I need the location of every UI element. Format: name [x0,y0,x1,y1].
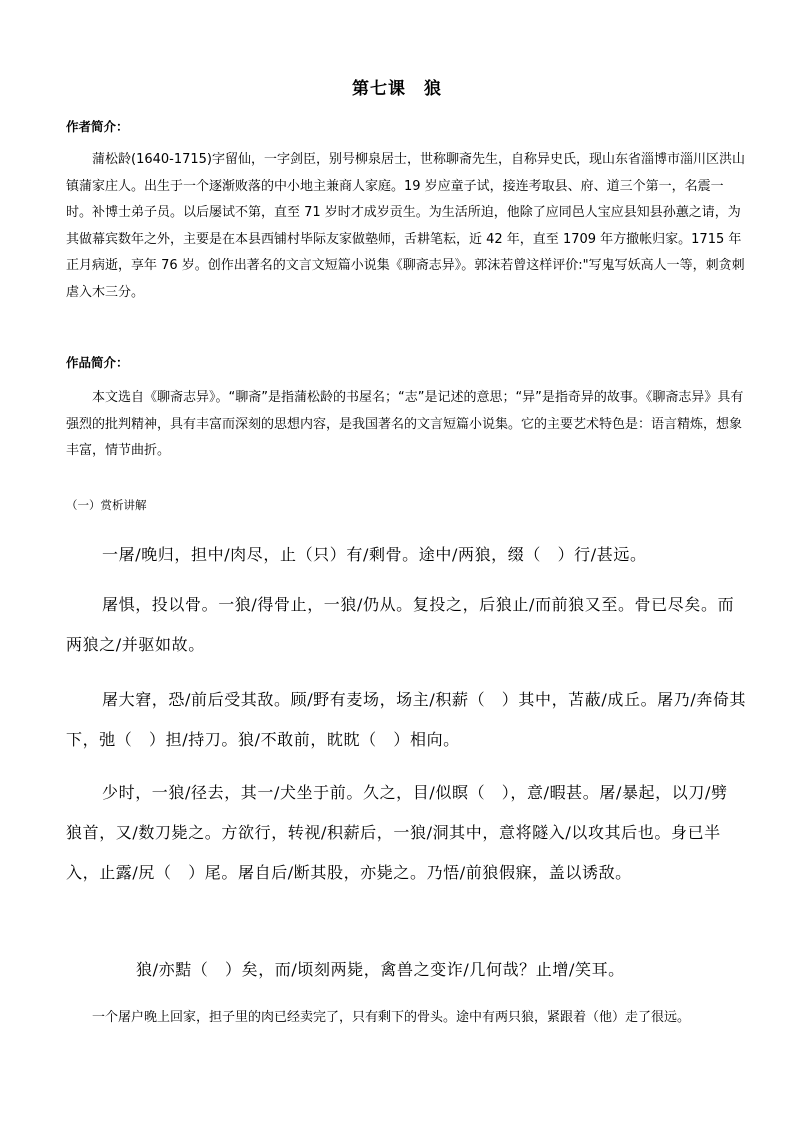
classical-paragraph-2 [66,585,738,665]
analysis-heading: （一）赏析讲解 [66,498,147,512]
classical-text-5: 狼/亦黠（ ）矣，而/顷刻两毙，禽兽之变诈/几何哉？止增/笑耳。 [136,960,625,979]
classical-paragraph-4 [66,773,738,893]
author-intro-heading: 作者简介： [66,119,129,134]
translation-text: 一个屠户晚上回家，担子里的肉已经卖完了，只有剩下的骨头。途中有两只狼，紧跟着（他）走了很远。 [92,1010,691,1025]
classical-text-3: 屠大窘，恐/前后受其敌。顾/野有麦场，场主/积薪（ ）其中，苫蔽/成丘。屠乃/奔倚其下，弛（ ）担/持刀。狼/不敢前，眈眈（ ）相向。 [66,690,747,749]
classical-paragraph-1 [66,535,756,575]
classical-text-1: 一屠/晚归，担中/肉尽，止（只）有/剩骨。途中/两狼，缀（ ）行/甚远。 [102,545,647,564]
classical-text-2: 屠惧，投以骨。一狼/得骨止，一狼/仍从。复投之，后狼止/而前狼又至。骨已尽矣。而两狼之/并驱如故。 [66,595,735,654]
classical-paragraph-3 [66,680,756,760]
classical-text-4: 少时，一狼/径去，其一/犬坐于前。久之，目/似瞑（ ），意/暇甚。屠/暴起，以刀/劈狼首，又/数刀毙之。方欲行，转视/积薪后，一狼/洞其中，意将隧入/以攻其后也。身已半入，止露/尻（ ）尾。屠自后/断其股，亦毙之。乃悟/前狼假寐，盖以诱敌。 [66,783,728,882]
work-intro-heading: 作品简介： [66,355,129,370]
work-intro-paragraph: 本文选自《聊斋志异》。“聊斋”是指蒲松龄的书屋名；“志”是记述的意思；“异”是指奇异的故事。《聊斋志异》具有强烈的批判精神，具有丰富而深刻的思想内容，是我国著名的文言短篇小说集。它的主要艺术特色是：语言精炼，想象丰富，情节曲折。 [66,390,744,459]
work-intro-text [66,385,746,465]
classical-paragraph-5 [66,950,756,990]
author-intro-paragraph: 蒲松龄(1640-1715)字留仙，一字剑臣，别号柳泉居士，世称聊斋先生，自称异史氏，现山东省淄博市淄川区洪山镇蒲家庄人。出生于一个逐渐败落的中小地主兼商人家庭。19 岁应童子试，接连考取县、府、道三个第一，名震一时。补博士弟子员。以后屡试不第，直至 71 岁时才成岁贡生。为生活所迫，他除了应同邑人宝应县知县孙蕙之请，为其做幕宾数年之外，主要是在本县西铺村毕际友家做塾师，舌耕笔耘，近 42 年，直至 1709 年方撤帐归家。1715 年正月病逝，享年 76 岁。创作出著名的文言文短篇小说集《聊斋志异》。郭沫若曾这样评价:"写鬼写妖高人一等，刺贪刺虐入木三分。 [66,152,746,300]
author-intro-text [66,147,746,307]
page-title: 第七课 狼 [352,79,442,99]
